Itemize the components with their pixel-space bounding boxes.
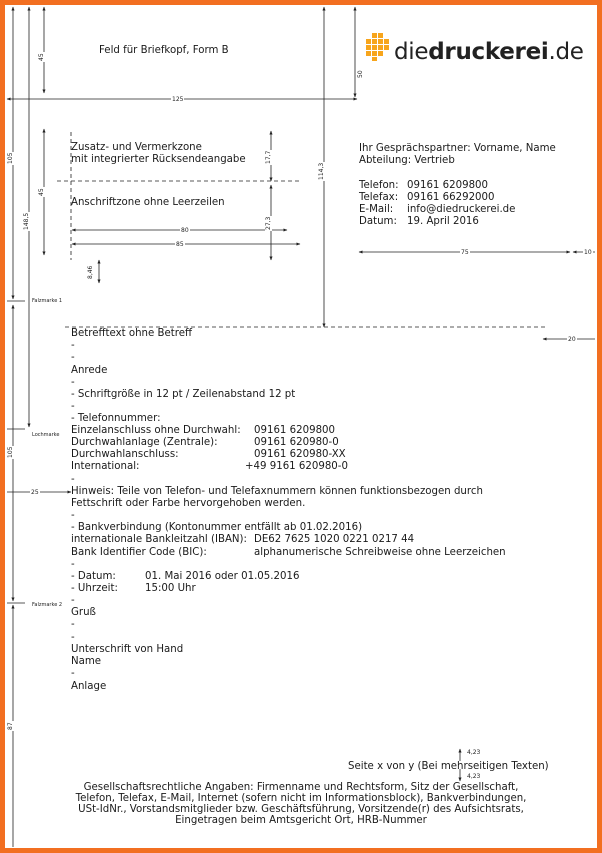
bankverbindung: - Bankverbindung (Kontonummer entfällt ab 01.02.2016) (71, 522, 363, 533)
hinweis-line-2: Fettschrift oder Farbe hervorgehoben werden. (71, 498, 306, 509)
phone-label-4: International: (71, 461, 140, 472)
info-datum-value: 19. April 2016 (407, 216, 479, 227)
dash-8: - (71, 595, 75, 606)
phone-label-3: Durchwahlanschluss: (71, 449, 179, 460)
info-telefon-value: 09161 6209800 (407, 180, 489, 191)
dash-11: - (71, 668, 75, 679)
logo-text-light: die (394, 39, 429, 65)
dim-423-a: 4,23 (467, 749, 481, 756)
telefonnummer: - Telefonnummer: (71, 413, 161, 424)
info-email-label: E-Mail: (359, 204, 394, 215)
name: Name (71, 656, 102, 667)
dash-1: - (71, 340, 75, 351)
phone-value-4: +49 9161 620980-0 (245, 461, 348, 472)
phone-label-2: Durchwahlanlage (Zentrale): (71, 437, 218, 448)
footer-line-4: Eingetragen beim Amtsgericht Ort, HRB-Nummer (175, 815, 427, 826)
anlage: Anlage (71, 681, 107, 692)
dim-87: 87 (7, 722, 14, 730)
druckerei-logo-wordmark (394, 39, 584, 65)
info-telefax-value: 09161 66292000 (407, 192, 495, 203)
dash-7: - (71, 559, 75, 570)
dim-85: 85 (176, 241, 184, 248)
hinweis-line-1: Hinweis: Teile von Telefon- und Telefaxnummern können funktionsbezogen durch (71, 486, 483, 497)
schriftgroesse: - Schriftgröße in 12 pt / Zeilenabstand 12 pt (71, 389, 296, 400)
info-datum-label: Datum: (359, 216, 397, 227)
dash-6: - (71, 510, 75, 521)
uhrzeit-value: 15:00 Uhr (145, 583, 196, 594)
phone-label-1: Einzelanschluss ohne Durchwahl: (71, 425, 241, 436)
info-partner: Ihr Gesprächspartner: Vorname, Name (359, 143, 556, 154)
druckerei-logo-icon (363, 33, 391, 61)
dim-423-b: 4,23 (467, 773, 481, 780)
phone-value-2: 09161 620980-0 (254, 437, 339, 448)
dim-17: 17,7 (265, 150, 272, 164)
gruss: Gruß (71, 607, 96, 618)
bic-label: Bank Identifier Code (BIC): (71, 547, 207, 558)
dim-105-left: 105 (7, 152, 14, 164)
iban-value: DE62 7625 1020 0221 0217 44 (254, 534, 415, 545)
datum-value: 01. Mai 2016 oder 01.05.2016 (145, 571, 300, 582)
betreff: Betrefftext ohne Betreff (71, 328, 193, 339)
footer-line-1: Gesellschaftsrechtliche Angaben: Firmenname und Rechtsform, Sitz der Gesellschaft, (83, 782, 519, 793)
zusatz-line-1: Zusatz- und Vermerkzone (71, 142, 202, 153)
iban-label: internationale Bankleitzahl (IBAN): (71, 534, 247, 545)
dim-45-mid: 45 (38, 188, 45, 196)
dash-5: - (71, 474, 75, 485)
footer-line-2: Telefon, Telefax, E-Mail, Internet (sofern nicht im Informationsblock), Bankverbindungen, (75, 793, 527, 804)
info-telefax-label: Telefax: (359, 192, 399, 203)
phone-value-3: 09161 620980-XX (254, 449, 346, 460)
datum-label: - Datum: (71, 571, 116, 582)
dim-148: 148,5 (23, 212, 30, 230)
phone-value-1: 09161 6209800 (254, 425, 336, 436)
logo-text-bold: druckerei (428, 39, 549, 65)
dash-2: - (71, 352, 75, 363)
unterschrift: Unterschrift von Hand (71, 644, 184, 655)
anrede: Anrede (71, 365, 108, 376)
dash-4: - (71, 401, 75, 412)
dim-45-top: 45 (38, 53, 45, 61)
briefkopf-label: Feld für Briefkopf, Form B (99, 45, 229, 56)
falzmarke-1-label: Falzmarke 1 (32, 298, 63, 304)
dim-114: 114,3 (318, 162, 325, 180)
dash-3: - (71, 377, 75, 388)
seite-x-von-y: Seite x von y (Bei mehrseitigen Texten) (348, 761, 549, 772)
zusatz-line-2: mit integrierter Rücksendeangabe (71, 154, 246, 165)
dim-75: 75 (461, 249, 469, 256)
anschrift-zone: Anschriftzone ohne Leerzeilen (71, 197, 225, 208)
dim-125: 125 (172, 96, 184, 103)
falzmarke-2-label: Falzmarke 2 (32, 602, 63, 608)
dim-20: 20 (568, 336, 576, 343)
dim-25: 25 (31, 489, 39, 496)
info-telefon-label: Telefon: (359, 180, 399, 191)
dim-80: 80 (181, 227, 189, 234)
lochmarke-label: Lochmarke (32, 432, 60, 438)
letter-template-sheet (5, 5, 597, 848)
footer-line-3: USt-IdNr., Vorstandsmitglieder bzw. Geschäftsführung, Vorsitzende(r) des Aufsichtsrats, (78, 804, 524, 815)
dim-105-low: 105 (7, 446, 14, 458)
info-abteilung: Abteilung: Vertrieb (359, 155, 455, 166)
dim-846: 8,46 (87, 265, 94, 279)
dash-10: - (71, 632, 75, 643)
uhrzeit-label: - Uhrzeit: (71, 583, 118, 594)
logo-text-tld: .de (548, 39, 584, 65)
dim-50: 50 (357, 70, 364, 78)
dim-10: 10 (584, 249, 592, 256)
info-email-value: info@diedruckerei.de (407, 204, 516, 215)
dash-9: - (71, 619, 75, 630)
bic-value: alphanumerische Schreibweise ohne Leerzeichen (254, 547, 506, 558)
dim-27: 27,3 (265, 216, 272, 230)
